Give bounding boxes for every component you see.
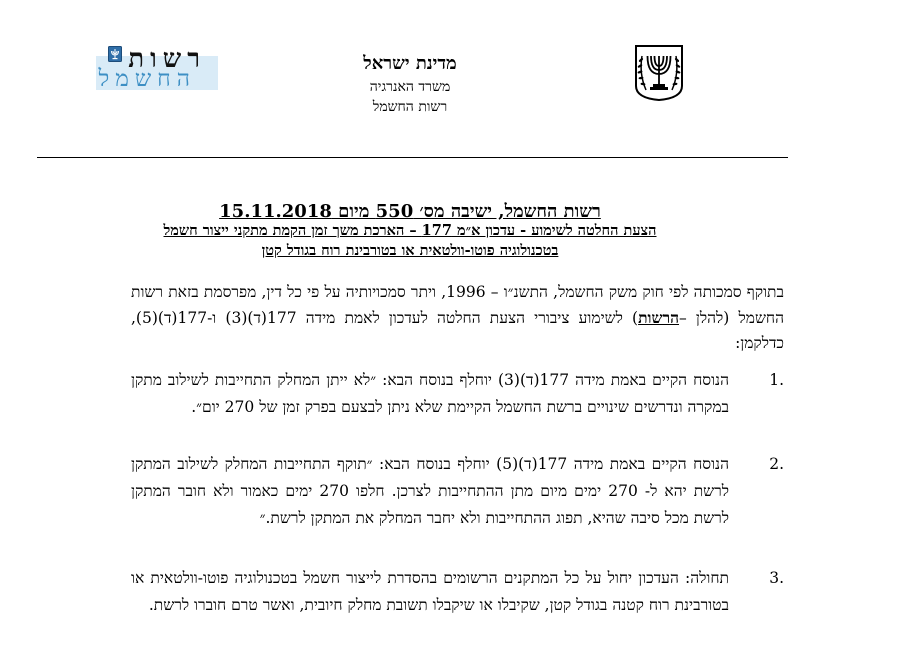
logo-text-line2: החשמל <box>98 66 196 92</box>
list-item-text: תחולה: העדכון יחול על כל המתקנים הרשומים בהסדרת לייצור חשמל בטכנולוגיה פוטו-וולטאית או בטורבינת רוח קטנה בגודל קטן, שקיבלו או שיקבלו תשובת מחלק חיובית, ואשר טרם חוברו לרשת. <box>131 569 729 614</box>
intro-text-part1: בתוקף סמכותה לפי חוק משק החשמל, התשנ״ו – 1996, ויתר סמכויותיה על פי כל דין, מפרסמת בזאת רשות החשמל (להלן – <box>131 283 785 327</box>
electricity-authority-logo <box>92 46 222 104</box>
intro-defined-term: הרשות <box>638 308 680 327</box>
decision-subtitle-line1: הצעת החלטה לשימוע - עדכון א״מ 177 – הארכת משך זמן הקמת מתקני ייצור חשמל <box>163 222 657 239</box>
header-country: מדינת ישראל <box>363 53 457 74</box>
header-authority: רשות החשמל <box>372 99 448 115</box>
meeting-title: רשות החשמל, ישיבה מס׳ 550 מיום 15.11.2018 <box>219 201 601 222</box>
intro-paragraph <box>131 280 784 356</box>
state-of-israel-emblem-icon <box>630 42 688 102</box>
list-item <box>131 367 784 421</box>
logo-text-line1: רשות <box>128 44 206 74</box>
header-divider <box>37 157 788 158</box>
list-item-text: הנוסח הקיים באמת מידה 177(ד)(3) יוחלף בנוסח הבא: ״לא ייתן המחלק התחייבות לשילוב מתקן במקרה ונדרשים שינויים ברשת החשמל הקיימת שלא ניתן לבצעם בפרק זמן של 270 יום״. <box>131 371 730 416</box>
menorah-emblem-icon <box>108 46 122 62</box>
header-ministry: משרד האנרגיה <box>369 79 451 95</box>
list-item-number: .2 <box>769 455 784 473</box>
decision-subtitle-line2: בטכנולוגיה פוטו-וולטאית או בטורבינת רוח בגודל קטן <box>261 242 559 259</box>
list-item-text: הנוסח הקיים באמת מידה 177(ד)(5) יוחלף בנוסח הבא: ״תוקף התחייבות המחלק לשילוב המתקן לרשת יהא ל- 270 ימים מיום מתן ההתחייבות לצרכן. חלפו 270 ימים כאמור ולא חובר המתקן לרשת מכל סיבה שהיא, תפוג ההתחייבות ולא יחבר המחלק את המתקן לרשת.״ <box>131 455 730 527</box>
intro-text-part2: ) לשימוע ציבורי הצעת החלטה לעדכון לאמת מידה 177(ד)(3) ו-177(ד)(5), כדלקמן: <box>131 309 784 352</box>
list-item-number: .3 <box>769 569 784 587</box>
list-item-number: .1 <box>769 371 784 389</box>
list-item <box>131 451 784 532</box>
list-item <box>131 565 784 619</box>
